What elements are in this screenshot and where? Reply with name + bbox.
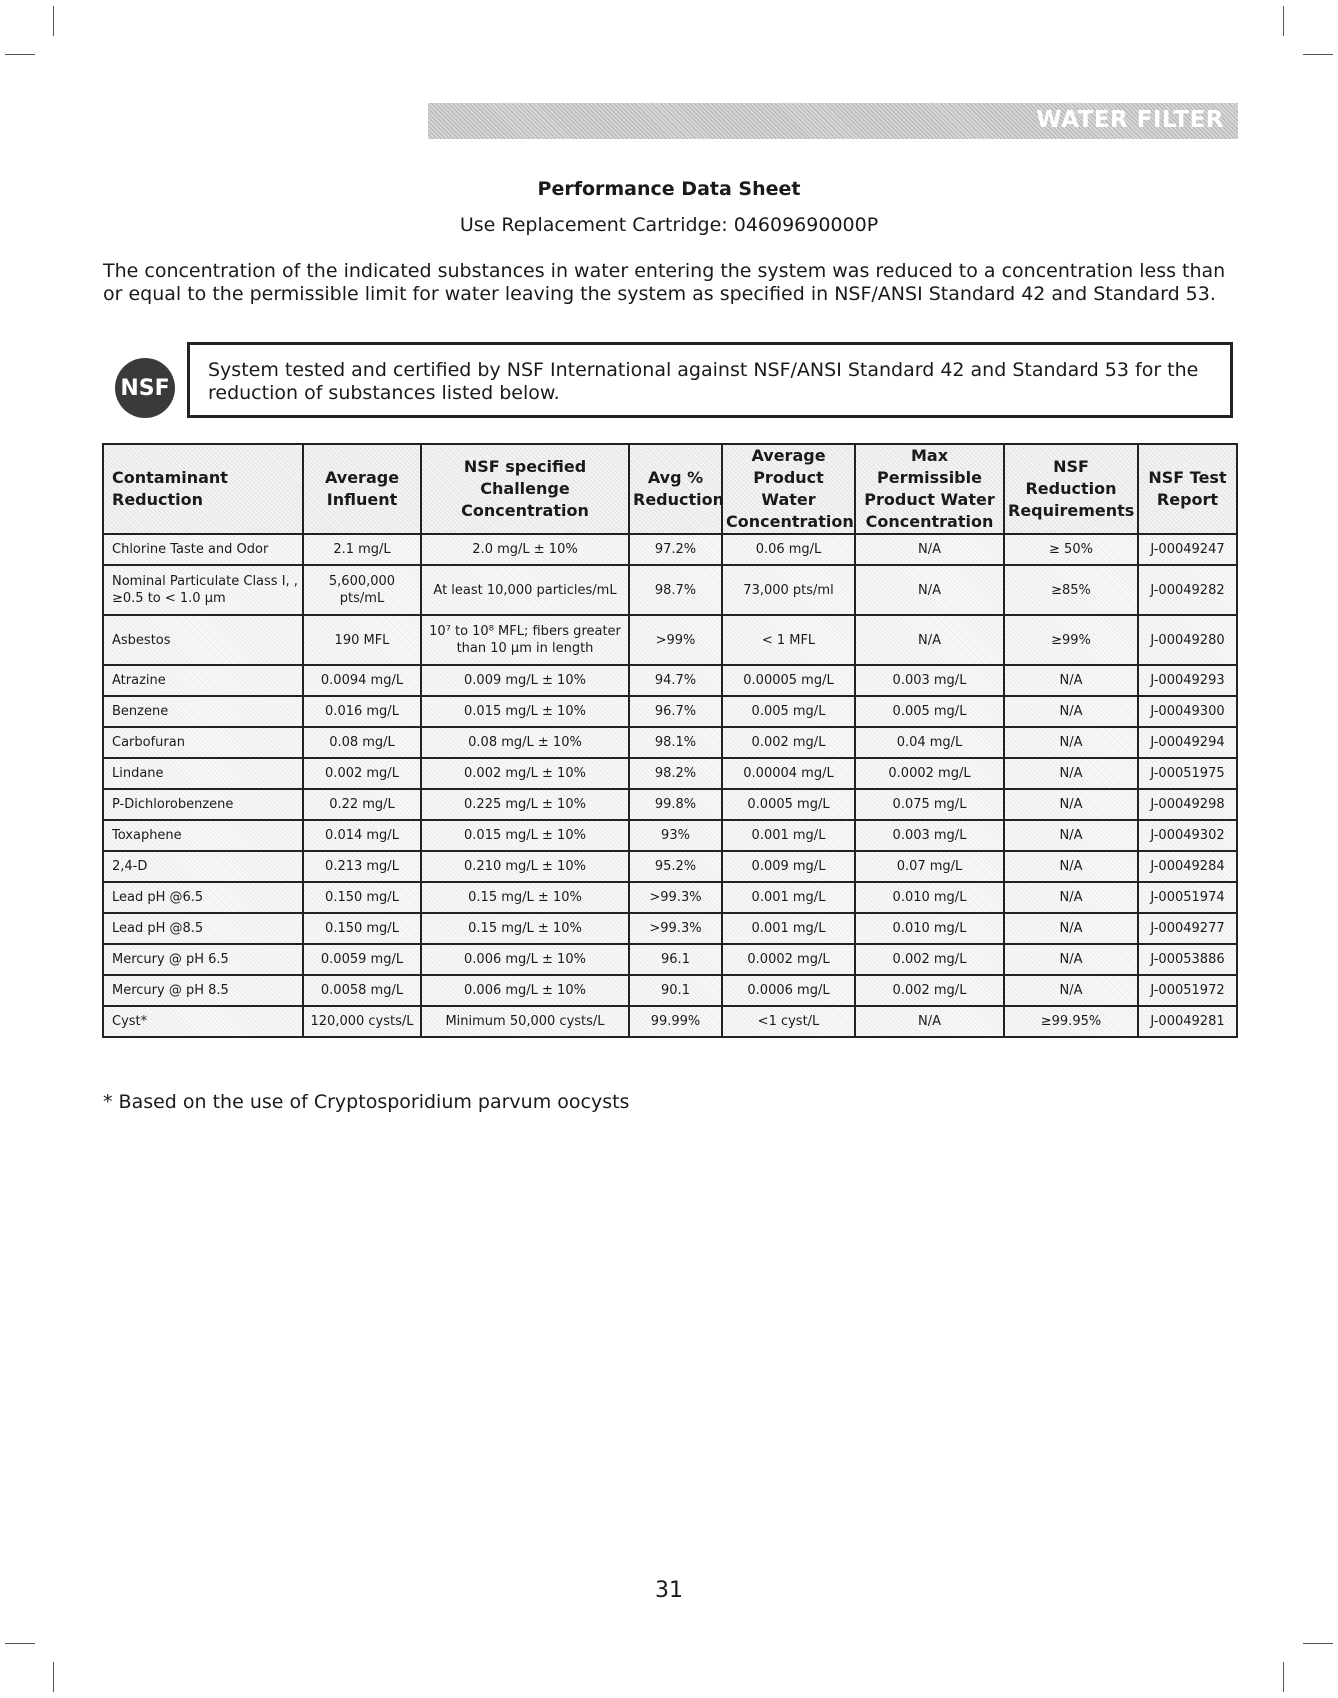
table-cell: J-00049294 [1138, 727, 1237, 758]
table-row [103, 1006, 1237, 1037]
table-cell: 10⁷ to 10⁸ MFL; fibers greater than 10 µm in length [421, 615, 629, 665]
table-cell: 0.006 mg/L ± 10% [421, 944, 629, 975]
table-cell: J-00049280 [1138, 615, 1237, 665]
table-header-row [103, 444, 1237, 534]
table-cell: N/A [1004, 913, 1138, 944]
table-cell: Atrazine [103, 665, 303, 696]
table-cell: >99.3% [629, 913, 722, 944]
column-header: NSF Reduction Requirements [1004, 444, 1138, 534]
table-cell: P-Dichlorobenzene [103, 789, 303, 820]
table-cell: N/A [1004, 696, 1138, 727]
table-cell: 0.08 mg/L [303, 727, 421, 758]
table-cell: N/A [1004, 820, 1138, 851]
table-cell: Carbofuran [103, 727, 303, 758]
table-cell: 0.00004 mg/L [722, 758, 855, 789]
table-cell: J-00049284 [1138, 851, 1237, 882]
table-cell: 0.002 mg/L [855, 944, 1004, 975]
table-row [103, 975, 1237, 1006]
table-cell: 0.016 mg/L [303, 696, 421, 727]
table-cell: 0.015 mg/L ± 10% [421, 696, 629, 727]
crop-mark [1303, 1643, 1333, 1644]
table-cell: 0.002 mg/L [303, 758, 421, 789]
table-cell: Minimum 50,000 cysts/L [421, 1006, 629, 1037]
table-cell: J-00049300 [1138, 696, 1237, 727]
table-cell: Nominal Particulate Class I, , ≥0.5 to < 1.0 µm [103, 565, 303, 615]
table-cell: 0.06 mg/L [722, 534, 855, 565]
table-cell: 0.003 mg/L [855, 665, 1004, 696]
table-cell: 73,000 pts/ml [722, 565, 855, 615]
table-cell: 0.00005 mg/L [722, 665, 855, 696]
table-cell: Lead pH @8.5 [103, 913, 303, 944]
table-row [103, 565, 1237, 615]
page-number: 31 [655, 1578, 683, 1603]
column-header: NSF Test Report [1138, 444, 1237, 534]
page-title: Performance Data Sheet [537, 178, 801, 200]
crop-mark [53, 6, 54, 36]
table-cell: 0.075 mg/L [855, 789, 1004, 820]
table-cell: 0.07 mg/L [855, 851, 1004, 882]
table-cell: ≥99.95% [1004, 1006, 1138, 1037]
table-cell: 0.225 mg/L ± 10% [421, 789, 629, 820]
table-cell: J-00049293 [1138, 665, 1237, 696]
table-cell: 0.0006 mg/L [722, 975, 855, 1006]
table-cell: >99.3% [629, 882, 722, 913]
table-cell: 0.213 mg/L [303, 851, 421, 882]
table-cell: 120,000 cysts/L [303, 1006, 421, 1037]
table-row [103, 758, 1237, 789]
column-header: Avg % Reduction [629, 444, 722, 534]
table-cell: 0.04 mg/L [855, 727, 1004, 758]
table-row [103, 944, 1237, 975]
table-cell: ≥ 50% [1004, 534, 1138, 565]
table-cell: ≥99% [1004, 615, 1138, 665]
table-cell: 0.08 mg/L ± 10% [421, 727, 629, 758]
table-cell: 0.010 mg/L [855, 913, 1004, 944]
table-cell: 0.001 mg/L [722, 882, 855, 913]
section-banner [428, 103, 1238, 139]
table-cell: <1 cyst/L [722, 1006, 855, 1037]
table-cell: Benzene [103, 696, 303, 727]
table-row [103, 789, 1237, 820]
table-cell: 94.7% [629, 665, 722, 696]
table-cell: Toxaphene [103, 820, 303, 851]
table-cell: N/A [1004, 975, 1138, 1006]
table-cell: N/A [1004, 789, 1138, 820]
table-cell: N/A [1004, 758, 1138, 789]
table-row [103, 615, 1237, 665]
table-cell: Mercury @ pH 6.5 [103, 944, 303, 975]
table-cell: 0.0005 mg/L [722, 789, 855, 820]
table-cell: J-00049302 [1138, 820, 1237, 851]
table-cell: Chlorine Taste and Odor [103, 534, 303, 565]
column-header: Average Influent [303, 444, 421, 534]
table-cell: 0.010 mg/L [855, 882, 1004, 913]
table-cell: Lead pH @6.5 [103, 882, 303, 913]
table-cell: 5,600,000 pts/mL [303, 565, 421, 615]
table-row [103, 913, 1237, 944]
table-cell: 0.150 mg/L [303, 913, 421, 944]
table-cell: 0.014 mg/L [303, 820, 421, 851]
certification-text: System tested and certified by NSF International against NSF/ANSI Standard 42 and Standard 53 for the reduction of substances listed below. [208, 359, 1199, 404]
table-cell: 0.009 mg/L ± 10% [421, 665, 629, 696]
column-header: NSF specified Challenge Concentration [421, 444, 629, 534]
table-cell: 95.2% [629, 851, 722, 882]
table-cell: 0.005 mg/L [722, 696, 855, 727]
table-cell: At least 10,000 particles/mL [421, 565, 629, 615]
table-cell: J-00049281 [1138, 1006, 1237, 1037]
certification-box [187, 342, 1233, 418]
footnote: * Based on the use of Cryptosporidium parvum oocysts [103, 1091, 630, 1113]
crop-mark [5, 1643, 35, 1644]
table-cell: J-00049282 [1138, 565, 1237, 615]
table-cell: 0.015 mg/L ± 10% [421, 820, 629, 851]
table-cell: 2.0 mg/L ± 10% [421, 534, 629, 565]
table-cell: 0.210 mg/L ± 10% [421, 851, 629, 882]
table-cell: J-00049277 [1138, 913, 1237, 944]
intro-paragraph: The concentration of the indicated substances in water entering the system was reduced to a concentration less than or equal to the permissible limit for water leaving the system as specified in NSF/ANSI Standard 42 and Standard 53. [103, 260, 1226, 305]
nsf-logo-text: NSF [120, 375, 170, 401]
table-cell: ≥85% [1004, 565, 1138, 615]
table-cell: 0.002 mg/L [722, 727, 855, 758]
table-cell: 0.0002 mg/L [855, 758, 1004, 789]
table-cell: 0.0002 mg/L [722, 944, 855, 975]
table-cell: 0.006 mg/L ± 10% [421, 975, 629, 1006]
table-cell: 98.1% [629, 727, 722, 758]
table-cell: 0.150 mg/L [303, 882, 421, 913]
table-cell: Asbestos [103, 615, 303, 665]
table-cell: 96.7% [629, 696, 722, 727]
table-cell: 2.1 mg/L [303, 534, 421, 565]
table-cell: 98.2% [629, 758, 722, 789]
table-cell: N/A [1004, 851, 1138, 882]
table-cell: J-00049247 [1138, 534, 1237, 565]
table-cell: J-00051974 [1138, 882, 1237, 913]
table-cell: >99% [629, 615, 722, 665]
table-cell: 97.2% [629, 534, 722, 565]
crop-mark [5, 54, 35, 55]
table-cell: 99.99% [629, 1006, 722, 1037]
table-cell: 96.1 [629, 944, 722, 975]
table-cell: 93% [629, 820, 722, 851]
crop-mark [1303, 54, 1333, 55]
table-cell: N/A [855, 1006, 1004, 1037]
table-cell: 0.002 mg/L [855, 975, 1004, 1006]
table-row [103, 820, 1237, 851]
banner-title: WATER FILTER [1036, 107, 1224, 133]
table-cell: J-00051975 [1138, 758, 1237, 789]
table-cell: N/A [855, 565, 1004, 615]
table-cell: J-00053886 [1138, 944, 1237, 975]
table-cell: 0.0094 mg/L [303, 665, 421, 696]
table-cell: 0.005 mg/L [855, 696, 1004, 727]
table-cell: 0.0059 mg/L [303, 944, 421, 975]
table-cell: 0.0058 mg/L [303, 975, 421, 1006]
performance-table [102, 443, 1238, 1038]
table-row [103, 534, 1237, 565]
table-cell: Lindane [103, 758, 303, 789]
column-header: Contaminant Reduction [103, 444, 303, 534]
table-cell: N/A [855, 615, 1004, 665]
page-subtitle: Use Replacement Cartridge: 04609690000P [459, 214, 879, 236]
table-cell: N/A [1004, 727, 1138, 758]
table-cell: 0.001 mg/L [722, 820, 855, 851]
table-cell: 0.15 mg/L ± 10% [421, 913, 629, 944]
table-cell: N/A [1004, 944, 1138, 975]
column-header: Average Product Water Concentration [722, 444, 855, 534]
table-cell: J-00051972 [1138, 975, 1237, 1006]
table-cell: N/A [1004, 665, 1138, 696]
table-cell: < 1 MFL [722, 615, 855, 665]
table-row [103, 851, 1237, 882]
table-cell: 99.8% [629, 789, 722, 820]
table-row [103, 882, 1237, 913]
crop-mark [53, 1662, 54, 1692]
table-cell: Mercury @ pH 8.5 [103, 975, 303, 1006]
table-cell: 0.22 mg/L [303, 789, 421, 820]
table-cell: N/A [855, 534, 1004, 565]
table-cell: 0.15 mg/L ± 10% [421, 882, 629, 913]
table-row [103, 665, 1237, 696]
table-cell: Cyst* [103, 1006, 303, 1037]
table-cell: 98.7% [629, 565, 722, 615]
table-cell: 190 MFL [303, 615, 421, 665]
table-cell: 90.1 [629, 975, 722, 1006]
table-cell: 0.001 mg/L [722, 913, 855, 944]
table-cell: 2,4-D [103, 851, 303, 882]
crop-mark [1283, 6, 1284, 36]
table-cell: N/A [1004, 882, 1138, 913]
table-cell: 0.003 mg/L [855, 820, 1004, 851]
column-header: Max Permissible Product Water Concentration [855, 444, 1004, 534]
nsf-logo [115, 358, 175, 418]
table-row [103, 727, 1237, 758]
table-cell: 0.009 mg/L [722, 851, 855, 882]
crop-mark [1283, 1662, 1284, 1692]
table-row [103, 696, 1237, 727]
table-cell: J-00049298 [1138, 789, 1237, 820]
table-cell: 0.002 mg/L ± 10% [421, 758, 629, 789]
